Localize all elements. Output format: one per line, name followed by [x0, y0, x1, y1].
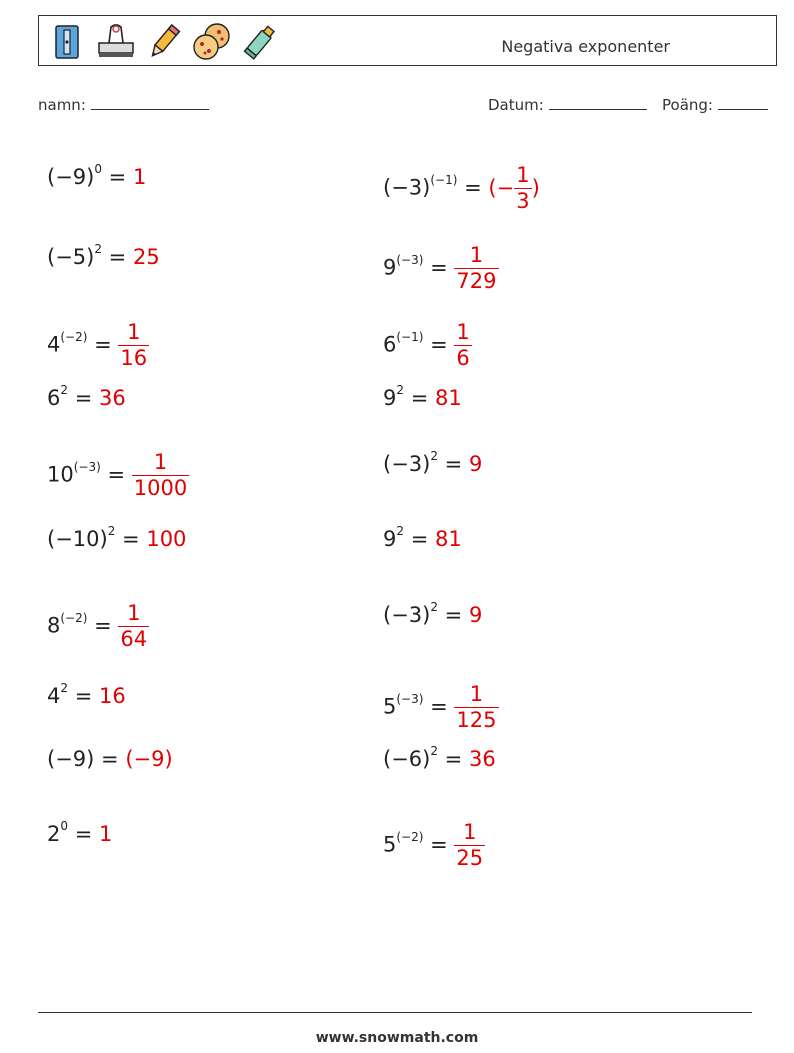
answer-prefix: (− [488, 175, 515, 200]
problem-base: (−6) [383, 747, 431, 771]
answer-fraction [118, 603, 149, 650]
highlighter-icon [239, 21, 281, 63]
footer-url: www.snowmath.com [315, 1030, 479, 1046]
problem-exponent: 2 [430, 449, 438, 463]
score-label: Poäng: [662, 96, 713, 114]
score-line[interactable] [718, 95, 768, 110]
fraction-denominator: 1000 [133, 476, 188, 500]
worksheet-title: Negativa exponenter [501, 37, 670, 56]
problem-base: (−10) [47, 527, 108, 551]
problem-2 [383, 165, 540, 212]
problem-20 [383, 822, 485, 869]
problem-base: 5 [383, 694, 397, 719]
answer: 9 [468, 452, 483, 476]
problem-18 [383, 744, 496, 771]
problem-base: 4 [47, 684, 61, 708]
problem-3 [47, 242, 160, 269]
pencil-icon [143, 21, 185, 63]
problem-exponent: 0 [94, 162, 102, 176]
problem-base: (−3) [383, 175, 431, 200]
equals-sign: = [108, 165, 127, 189]
answer: 25 [132, 245, 160, 269]
equals-sign: = [410, 527, 429, 551]
equals-sign: = [430, 832, 448, 857]
binder-clip-icon [95, 21, 137, 63]
problem-14 [383, 600, 483, 627]
fraction-denominator: 125 [456, 708, 497, 732]
answer [454, 320, 471, 370]
problem-exponent: 2 [396, 383, 405, 397]
answer [488, 163, 540, 213]
problem-1 [47, 162, 147, 189]
problem-exponent: 2 [396, 524, 405, 538]
equals-sign: = [94, 332, 112, 357]
name-field[interactable] [38, 95, 209, 114]
problem-exponent: 2 [60, 681, 69, 695]
date-label: Datum: [488, 96, 544, 114]
answer-fraction [454, 322, 471, 369]
problem-7 [47, 383, 126, 410]
score-field[interactable] [662, 95, 768, 114]
equals-sign: = [430, 694, 448, 719]
date-line[interactable] [549, 95, 647, 110]
answer-fraction [514, 165, 531, 212]
problem-exponent: 2 [430, 744, 438, 758]
problem-base: 4 [47, 332, 61, 357]
equals-sign: = [444, 747, 463, 771]
fraction-denominator: 6 [456, 346, 470, 370]
equals-sign: = [94, 613, 112, 638]
problem-exponent: (−3) [73, 459, 101, 474]
answer: 36 [99, 386, 126, 410]
problem-10 [383, 449, 483, 476]
problem-base: (−3) [383, 603, 431, 627]
problem-base: (−9) [47, 165, 95, 189]
problem-exponent: 2 [107, 524, 116, 538]
problem-13 [47, 603, 149, 650]
problem-exponent: (−3) [396, 691, 424, 706]
problem-base: (−3) [383, 452, 431, 476]
problem-base: (−5) [47, 245, 95, 269]
problem-exponent: 2 [430, 600, 438, 614]
problem-5 [47, 322, 149, 369]
equals-sign: = [101, 747, 119, 771]
problem-base: 6 [383, 332, 397, 357]
problem-base: 2 [47, 822, 61, 846]
problem-base: 9 [383, 255, 397, 280]
answer-fraction [454, 822, 485, 869]
problem-9 [47, 452, 189, 499]
problem-base: 5 [383, 832, 397, 857]
answer-fraction [132, 452, 189, 499]
answer [454, 243, 498, 293]
problem-exponent: 2 [60, 383, 69, 397]
problem-base: 6 [47, 386, 61, 410]
worksheet-header [38, 15, 777, 66]
answer: 1 [132, 165, 147, 189]
answer: 81 [435, 527, 462, 551]
answer [132, 450, 189, 500]
equals-sign: = [108, 245, 127, 269]
problem-base: 9 [383, 527, 397, 551]
fraction-numerator: 1 [456, 320, 470, 344]
problem-exponent: (−2) [396, 829, 424, 844]
problem-exponent: (−3) [396, 252, 424, 267]
answer: 81 [435, 386, 462, 410]
fraction-denominator: 729 [456, 269, 497, 293]
answer [118, 320, 149, 370]
problem-19 [47, 819, 113, 846]
answer-fraction [454, 684, 498, 731]
fraction-denominator: 3 [516, 189, 530, 213]
equals-sign: = [444, 452, 463, 476]
problem-base: 8 [47, 613, 61, 638]
problem-12 [383, 524, 462, 551]
fraction-numerator: 1 [127, 320, 141, 344]
problem-16 [383, 684, 499, 731]
fraction-denominator: 16 [120, 346, 148, 370]
fraction-numerator: 1 [516, 163, 530, 187]
sharpener-icon [47, 21, 89, 63]
equals-sign: = [74, 386, 93, 410]
problem-17 [47, 747, 173, 771]
problem-4 [383, 245, 499, 292]
fraction-denominator: 25 [456, 846, 484, 870]
answer-fraction [118, 322, 149, 369]
problem-15 [47, 681, 126, 708]
name-label: namn: [38, 96, 86, 114]
answer: (−9) [125, 747, 173, 771]
equals-sign: = [74, 822, 93, 846]
answer-suffix: ) [531, 175, 540, 200]
answer: 1 [99, 822, 113, 846]
equals-sign: = [464, 175, 482, 200]
fraction-denominator: 64 [120, 627, 148, 651]
equals-sign: = [410, 386, 429, 410]
fraction-numerator: 1 [463, 820, 477, 844]
fraction-numerator: 1 [469, 243, 484, 267]
problem-6 [383, 322, 472, 369]
answer: 100 [146, 527, 187, 551]
problem-exponent: (−1) [396, 329, 424, 344]
answer [454, 682, 498, 732]
problem-exponent: 0 [60, 819, 69, 833]
problem-exponent: 2 [94, 242, 102, 256]
answer: 16 [99, 684, 126, 708]
fraction-numerator: 1 [127, 601, 141, 625]
problem-11 [47, 524, 187, 551]
problem-base: (−9) [47, 747, 95, 771]
fraction-numerator: 1 [153, 450, 168, 474]
answer [454, 820, 485, 870]
equals-sign: = [430, 255, 448, 280]
problem-exponent: (−1) [430, 172, 458, 187]
equals-sign: = [444, 603, 463, 627]
answer: 36 [468, 747, 496, 771]
equals-sign: = [74, 684, 93, 708]
equals-sign: = [122, 527, 140, 551]
fraction-numerator: 1 [469, 682, 484, 706]
problem-base: 9 [383, 386, 397, 410]
equals-sign: = [430, 332, 448, 357]
problem-exponent: (−2) [60, 329, 88, 344]
cookies-icon [191, 21, 233, 63]
header-icons [47, 20, 281, 64]
problem-exponent: (−2) [60, 610, 88, 625]
footer-rule [38, 1012, 752, 1013]
answer: 9 [468, 603, 483, 627]
problem-base: 10 [47, 462, 74, 487]
date-field[interactable] [488, 95, 647, 114]
answer-fraction [454, 245, 498, 292]
name-line[interactable] [91, 95, 209, 110]
problem-8 [383, 383, 462, 410]
answer [118, 601, 149, 651]
equals-sign: = [107, 462, 126, 487]
